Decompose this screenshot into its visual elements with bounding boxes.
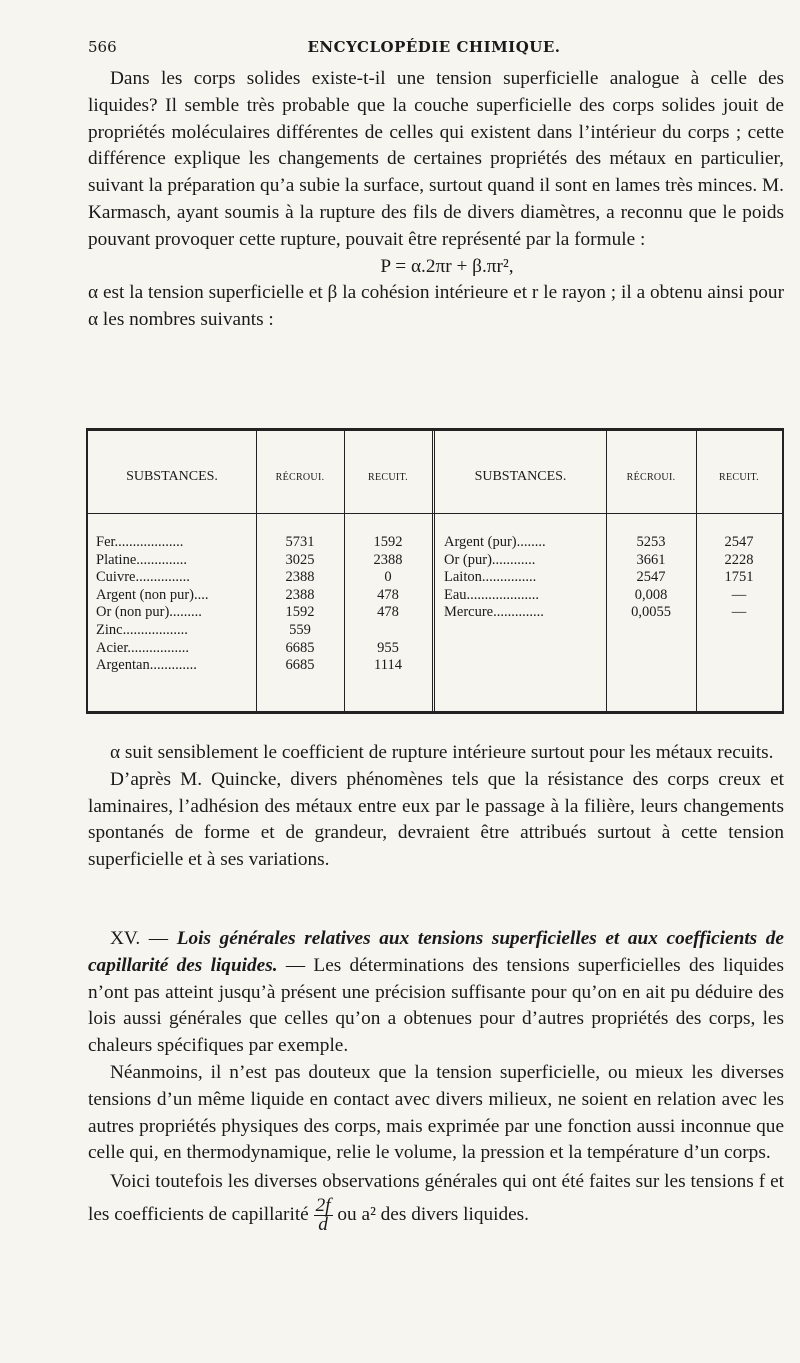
table-cell: 478	[377, 586, 399, 603]
neanmoins-paragraph: Néanmoins, il n’est pas douteux que la tension superficielle, ou mieux les diverses tensions d’un même liquide en contact avec divers milieux, ne soient en relation avec les autres propriétés physiques des corps, mais exprimée par une fonction aussi inconnue que celle qui, en thermodynamique, relie le volume, la pression et la température d’un corps.	[88, 1061, 784, 1164]
table-cell: Fer...................	[96, 534, 184, 550]
table-cell: 478	[377, 604, 399, 621]
table-cell: Argent (non pur)....	[96, 586, 209, 603]
header-ecroui-right: RÉCROUI.	[626, 472, 676, 483]
table-cell: 1592	[285, 604, 315, 621]
quincke-paragraph: D’après M. Quincke, divers phénomènes tels que la résistance des corps creux et laminaires, l’adhésion des métaux entre eux par le passage à la filière, leurs changements spontanés de forme et de grandeur, devraient être attribués surtout à cette tension superficielle et à ses variations.	[88, 768, 784, 871]
section-body: — Les déterminations des tensions superficielles des liquides n’ont pas atteint jusqu’à présent une précision suffisante pour qu’on en ait pu déduire des lois aussi générales que celles qu’on a obtenues pour d’autres propriétés des corps, les chaleurs spécifiques par exemple.	[88, 954, 784, 1057]
table-cell: 1114	[374, 657, 402, 674]
table-cell: 5731	[285, 534, 315, 550]
left-recuit-column	[344, 534, 432, 675]
running-title: ENCYCLOPÉDIE CHIMIQUE.	[307, 38, 561, 56]
table-cell: 955	[377, 639, 399, 656]
table-cell: —	[731, 604, 747, 621]
header-recuit-right: RECUIT.	[719, 472, 759, 483]
table-cell: 559	[289, 621, 311, 638]
intro-paragraph: Dans les corps solides existe-t-il une tension superficielle analogue à celle des liquides? Il semble très probable que la couche superficielle des corps solides jouit de propriétés moléculaires différentes de celles qui existent dans l’intérieur du corps ; cette différence explique les changements de certaines propriétés des métaux en particulier, suivant la préparation qu’a subie la surface, surtout quand il sont en lames très minces. M. Karmasch, ayant soumis à la rupture des fils de divers diamètres, a reconnu que le poids pouvant provoquer cette rupture, pouvait être représenté par la formule :	[88, 68, 784, 250]
table-cell: Platine..............	[96, 551, 188, 568]
left-substance-column	[96, 534, 254, 675]
table-cell: 0,008	[634, 586, 668, 603]
table-cell: 2388	[285, 569, 315, 586]
header-recuit-left: RECUIT.	[368, 472, 408, 483]
table-cell: 0,0055	[631, 604, 671, 621]
table-cell: 6685	[285, 657, 315, 674]
intro-block	[88, 66, 784, 334]
header-substances-left: SUBSTANCES.	[126, 469, 218, 484]
table-cell: Mercure..............	[444, 604, 544, 621]
table-cell: 2388	[373, 551, 403, 568]
table-cell: 1751	[724, 569, 754, 586]
fraction-numerator: 2f	[315, 1195, 331, 1217]
table-cell: Cuivre...............	[96, 569, 190, 586]
header-substances-right: SUBSTANCES.	[474, 469, 567, 484]
table-cell: Or (non pur).........	[96, 604, 202, 621]
section-xv	[88, 926, 784, 1234]
section-paragraph	[88, 926, 784, 1060]
table-cell: 2228	[724, 551, 754, 568]
table-cell: Eau....................	[444, 586, 540, 603]
right-ecroui-column	[606, 534, 696, 622]
table-cell: 6685	[285, 639, 315, 656]
body-block	[88, 740, 784, 874]
table-cell: Acier.................	[96, 639, 190, 656]
table-cell: —	[731, 586, 747, 603]
alpha-paragraph: α suit sensiblement le coefficient de rupture intérieure surtout pour les métaux recuits.	[110, 742, 774, 763]
tension-table	[86, 428, 784, 714]
table-cell: Or (pur)............	[444, 551, 536, 568]
table-cell: 2547	[636, 569, 666, 586]
page-header	[88, 38, 780, 62]
table-cell: 3025	[285, 551, 315, 568]
section-number: XV. —	[110, 928, 169, 949]
table-cell	[344, 622, 432, 640]
table-cell: 2388	[285, 586, 315, 603]
table-cell: Argentan.............	[96, 657, 197, 674]
table-cell: Argent (pur)........	[444, 534, 546, 550]
right-recuit-column	[696, 534, 782, 622]
table-cell: 5253	[636, 534, 666, 550]
header-ecroui-left: RÉCROUI.	[275, 472, 325, 483]
formula-explanation: α est la tension superficielle et β la cohésion intérieure et r le rayon ; il a obtenu ainsi pour α les nombres suivants :	[88, 282, 784, 331]
karmasch-formula: P = α.2πr + β.πr²,	[380, 255, 514, 277]
table-cell: Zinc..................	[96, 621, 188, 638]
table-cell: Laiton...............	[444, 569, 537, 586]
fraction-denominator: d	[318, 1214, 328, 1236]
last-paragraph-before: Voici toutefois les diverses observations générales qui ont été faites sur les tensions f et les coefficients de capillarité	[88, 1171, 784, 1226]
right-substance-column	[444, 534, 604, 622]
section-title: Lois générales relatives aux tensions superficielles et aux coefficients de capillarité des liquides.	[88, 928, 784, 976]
last-paragraph	[88, 1167, 784, 1234]
table-cell: 1592	[373, 534, 403, 550]
table-cell: 3661	[636, 551, 666, 568]
table-cell: 0	[384, 569, 392, 586]
capillarity-fraction	[314, 1197, 333, 1234]
last-paragraph-after: ou a² des divers liquides.	[337, 1204, 530, 1226]
left-ecroui-column	[256, 534, 344, 675]
header-rule	[88, 513, 782, 514]
page-number: 566	[88, 38, 117, 56]
table-cell: 2547	[724, 534, 754, 550]
